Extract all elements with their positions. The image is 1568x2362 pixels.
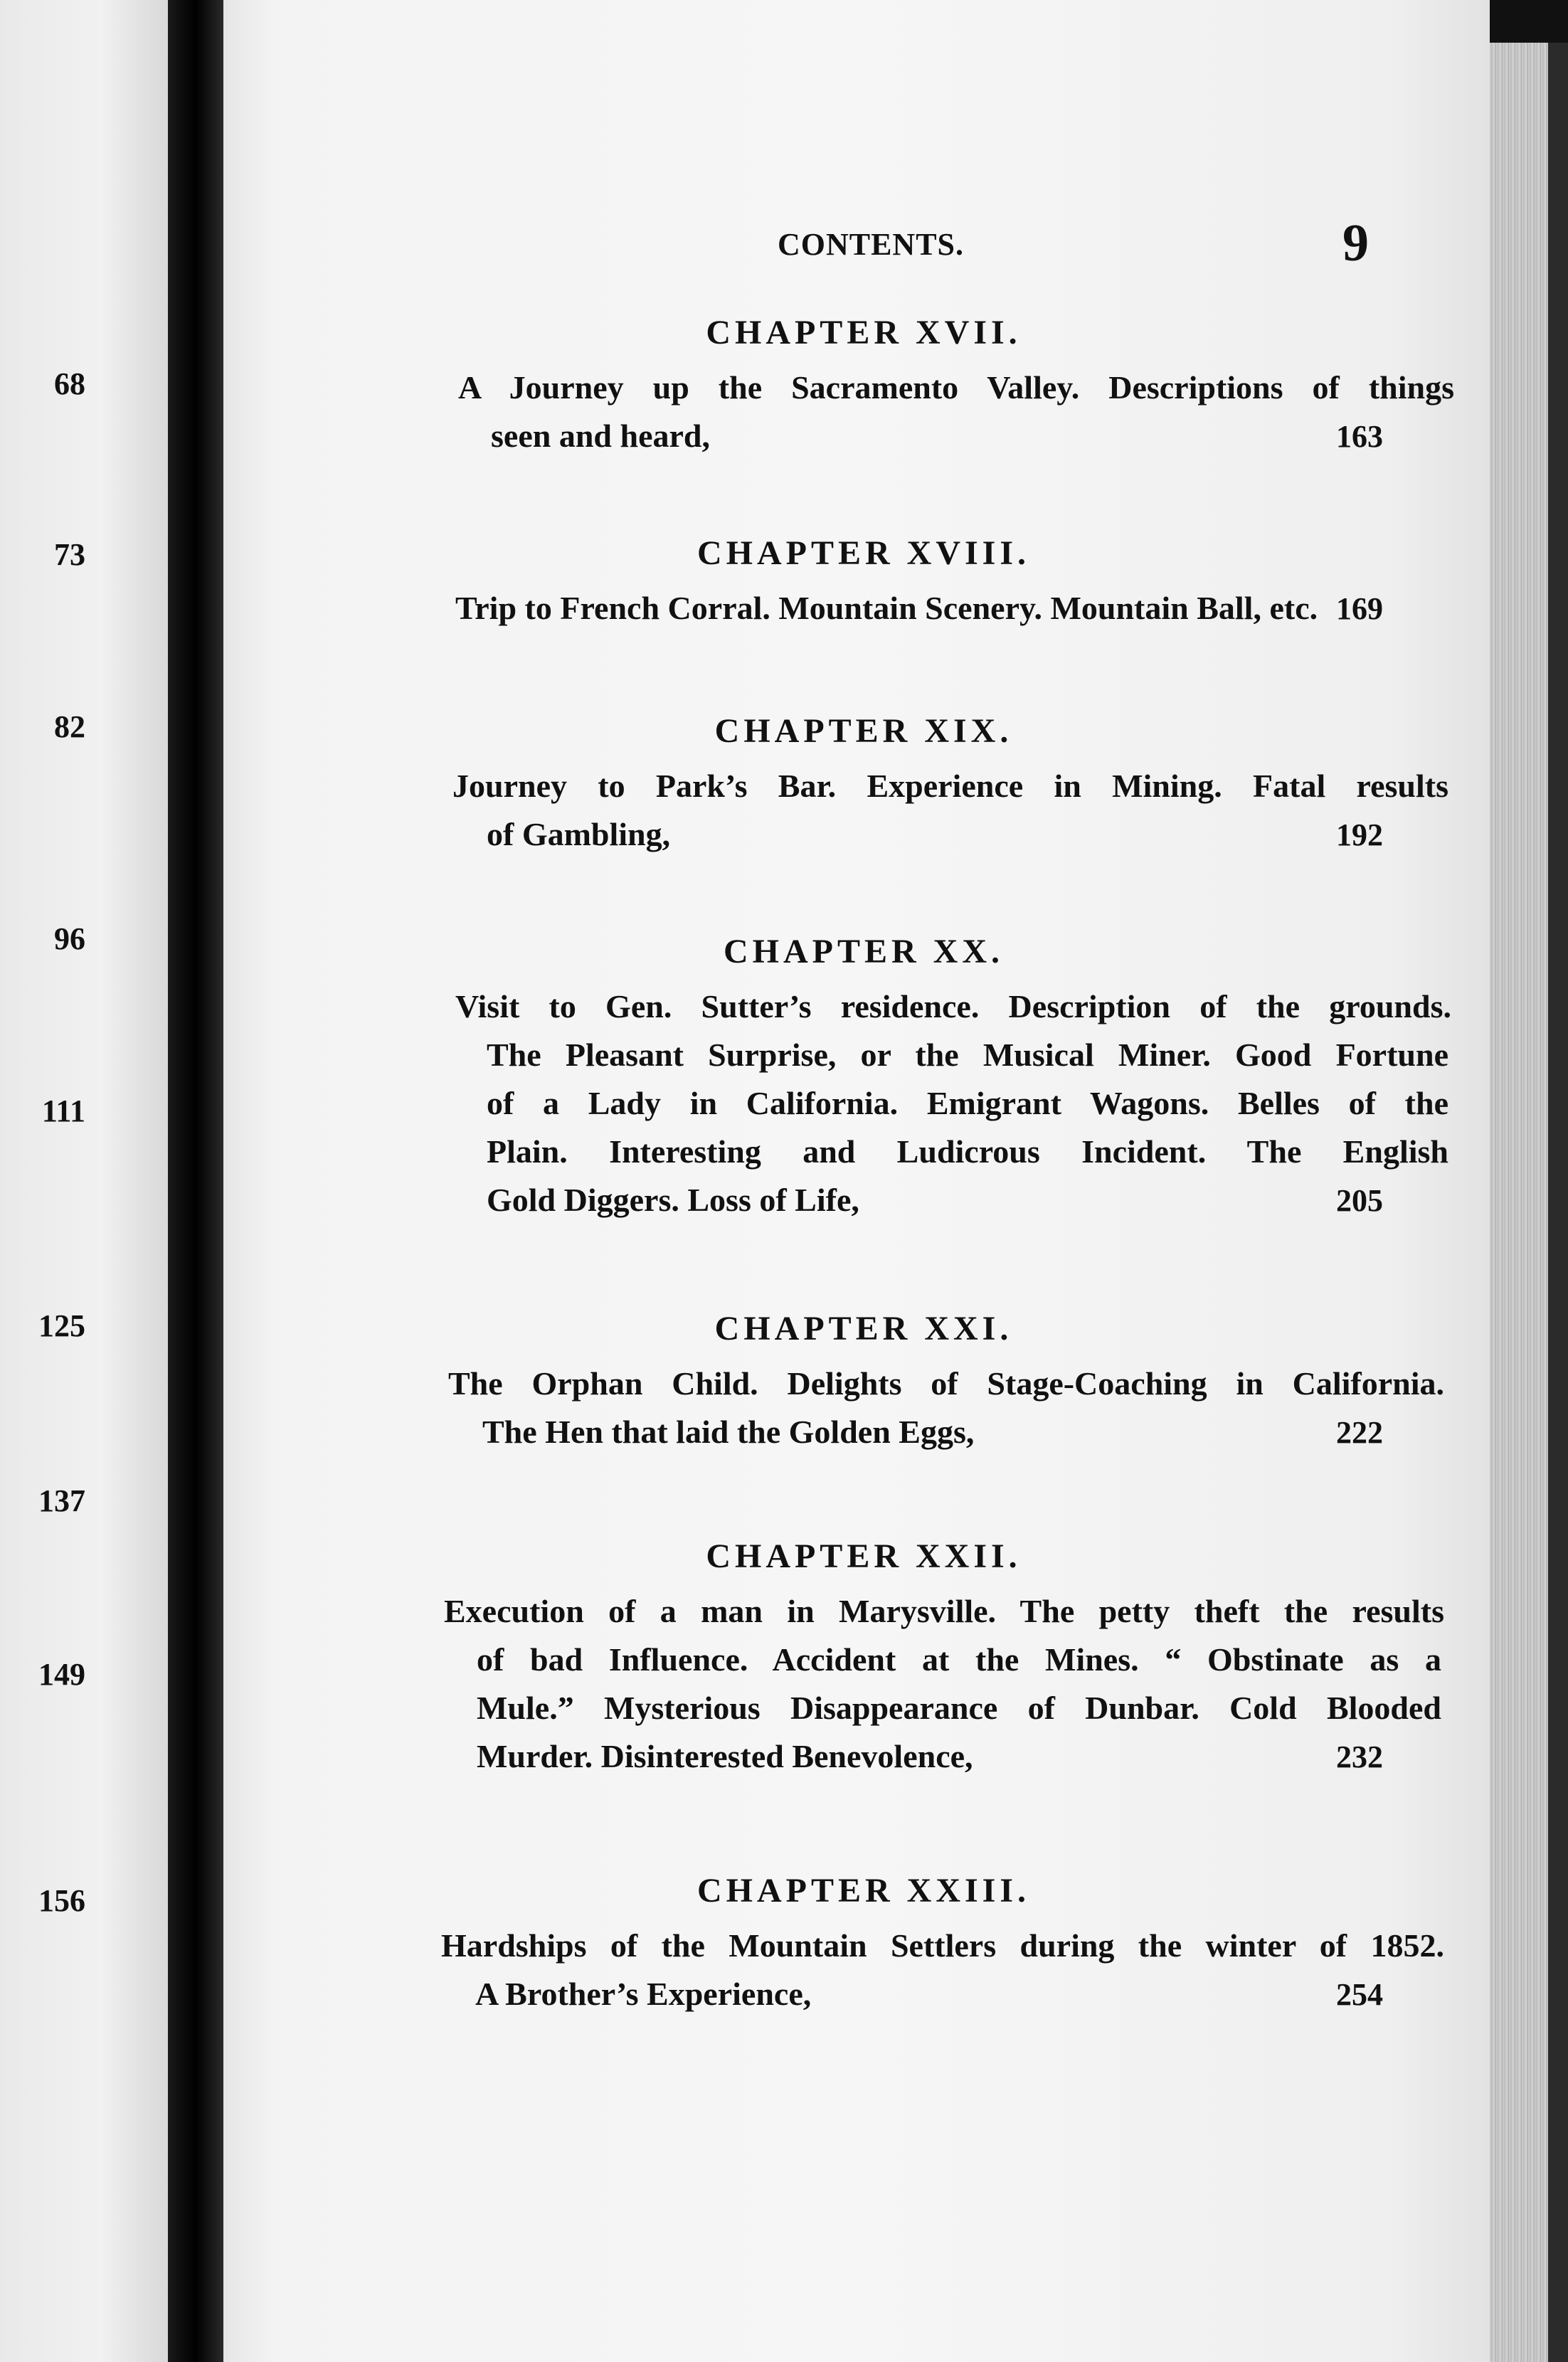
chapter-title: CHAPTER XVII. — [706, 314, 1022, 351]
chapter-title: CHAPTER XVIII. — [696, 534, 1031, 572]
left-page-number: 111 — [41, 1093, 85, 1128]
chapter-description-line: The Orphan Child. Delights of Stage-Coaching in California. — [448, 1365, 1444, 1402]
chapter-description-line: Hardships of the Mountain Settlers during the winter of 1852. — [441, 1927, 1444, 1964]
left-page-number: 73 — [54, 537, 85, 572]
left-page-number: 137 — [38, 1483, 85, 1518]
chapter-page-number: 222 — [1336, 1415, 1383, 1450]
chapter-description-line: Journey to Park’s Bar. Experience in Mining. Fatal results — [452, 768, 1448, 804]
left-page-number: 156 — [38, 1883, 85, 1918]
chapter-title: CHAPTER XIX. — [714, 712, 1013, 750]
left-page-number: 68 — [54, 366, 85, 401]
chapter-description-line: of a Lady in California. Emigrant Wagons. Belles of the — [487, 1085, 1448, 1121]
chapter-title: CHAPTER XXIII. — [696, 1872, 1031, 1910]
running-head: CONTENTS. — [777, 227, 965, 262]
chapter-page-number: 205 — [1336, 1183, 1383, 1218]
chapter-description-line: of Gambling, — [487, 816, 671, 852]
left-facing-page — [0, 0, 168, 2362]
chapter-page-number: 169 — [1336, 591, 1383, 626]
chapter-description-line: Plain. Interesting and Ludicrous Incident. The English — [487, 1133, 1448, 1170]
chapter-description-line: of bad Influence. Accident at the Mines. “ Obstinate as a — [477, 1641, 1441, 1678]
chapter-description-line: A Brother’s Experience, — [475, 1976, 812, 2012]
chapter-description-line: seen and heard, — [491, 418, 710, 454]
chapter-page-number: 192 — [1336, 817, 1383, 852]
chapter-description-line: Execution of a man in Marysville. The petty theft the results — [444, 1593, 1444, 1629]
chapter-description-line: Trip to French Corral. Mountain Scenery. Mountain Ball, etc. — [455, 590, 1318, 626]
page-header — [223, 213, 1490, 277]
chapter-title: CHAPTER XX. — [723, 933, 1004, 970]
left-page-number: 149 — [38, 1657, 85, 1692]
chapter-description-line: Mule.” Mysterious Disappearance of Dunbar. Cold Blooded — [477, 1690, 1441, 1726]
left-page-number: 82 — [54, 709, 85, 744]
left-page-number: 125 — [38, 1308, 85, 1343]
chapter-description-line: The Hen that laid the Golden Eggs, — [482, 1414, 975, 1450]
chapter-title: CHAPTER XXII. — [706, 1537, 1022, 1575]
contents-page — [223, 0, 1490, 2362]
page-edges — [1490, 43, 1568, 2362]
book-gutter — [168, 0, 223, 2362]
chapter-description-line: Gold Diggers. Loss of Life, — [487, 1182, 859, 1218]
chapter-title: CHAPTER XXI. — [714, 1310, 1013, 1347]
chapter-description-line: The Pleasant Surprise, or the Musical Miner. Good Fortune — [487, 1037, 1448, 1073]
chapter-page-number: 254 — [1336, 1977, 1383, 2012]
chapter-page-number: 232 — [1336, 1739, 1383, 1774]
page-number: 9 — [1342, 214, 1369, 272]
chapter-description-line: Visit to Gen. Sutter’s residence. Description of the grounds. — [455, 988, 1451, 1024]
chapter-page-number: 163 — [1336, 419, 1383, 454]
left-page-number: 96 — [54, 921, 85, 956]
chapter-description-line: Murder. Disinterested Benevolence, — [477, 1738, 973, 1774]
chapter-description-line: A Journey up the Sacramento Valley. Descriptions of things — [458, 369, 1454, 406]
